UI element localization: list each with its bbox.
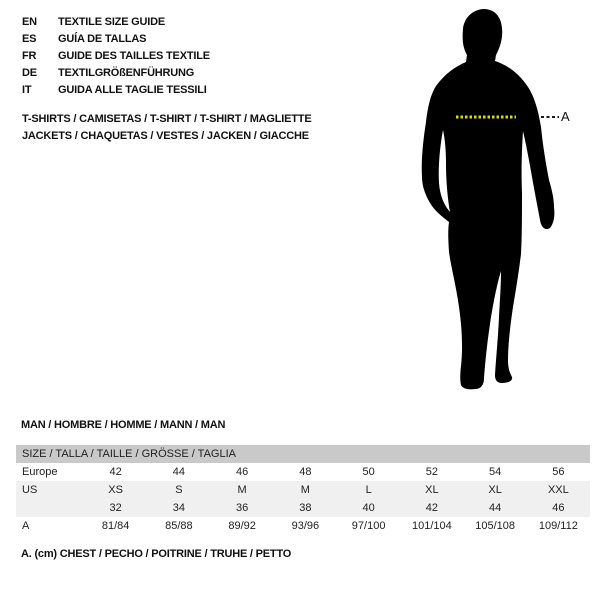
table-cell: 48 — [299, 466, 312, 478]
table-cell: 42 — [425, 502, 438, 514]
language-title: GUIDE DES TAILLES TEXTILE — [58, 50, 210, 62]
table-cell: 44 — [489, 502, 502, 514]
language-code: IT — [22, 84, 32, 96]
table-cell: 32 — [109, 502, 122, 514]
table-cell: M — [300, 484, 310, 496]
table-cell: 52 — [425, 466, 438, 478]
table-cell: 93/96 — [291, 520, 320, 532]
category-line-jackets: JACKETS / CHAQUETAS / VESTES / JACKEN / GIACCHE — [22, 130, 309, 142]
size-table — [16, 445, 590, 535]
language-code: EN — [22, 16, 37, 28]
row-label — [16, 499, 84, 517]
language-title: TEXTILGRÖßENFÜHRUNG — [58, 67, 195, 79]
row-label: A — [22, 520, 30, 532]
table-cell: 54 — [489, 466, 502, 478]
language-title: GUÍA DE TALLAS — [58, 33, 147, 45]
table-cell: 40 — [362, 502, 375, 514]
language-title: TEXTILE SIZE GUIDE — [58, 16, 166, 28]
table-cell: 38 — [299, 502, 312, 514]
language-row — [22, 14, 210, 31]
category-line-tshirts: T-SHIRTS / CAMISETAS / T-SHIRT / T-SHIRT / MAGLIETTE — [22, 113, 312, 125]
table-row — [16, 463, 590, 481]
language-list — [22, 14, 210, 99]
language-title: GUIDA ALLE TAGLIE TESSILI — [58, 84, 207, 96]
man-silhouette-body — [422, 9, 555, 389]
measure-line-extension — [541, 116, 559, 118]
measure-label-a: A — [561, 109, 570, 124]
table-cell: M — [237, 484, 247, 496]
chest-footnote: A. (cm) CHEST / PECHO / POITRINE / TRUHE / PETTO — [21, 548, 292, 560]
language-row — [22, 31, 210, 48]
table-row — [16, 517, 590, 535]
table-cell: 105/108 — [475, 520, 515, 532]
table-cell: 56 — [552, 466, 565, 478]
table-cell: 101/104 — [411, 520, 452, 532]
table-cell: 50 — [362, 466, 375, 478]
table-cell: XS — [108, 484, 123, 496]
language-code: DE — [22, 67, 37, 79]
row-label: US — [22, 484, 38, 496]
table-cell: 85/88 — [165, 520, 193, 532]
language-code: ES — [22, 33, 37, 45]
language-row — [22, 65, 210, 82]
table-cell: 36 — [236, 502, 249, 514]
man-silhouette — [418, 8, 563, 390]
table-row — [16, 481, 590, 499]
table-cell: 81/84 — [101, 520, 130, 532]
table-cell: S — [175, 484, 183, 496]
table-row — [16, 499, 590, 517]
size-table-body — [16, 463, 590, 535]
size-table-header: SIZE / TALLA / TAILLE / GRÖSSE / TAGLIA — [16, 445, 590, 463]
language-code: FR — [22, 50, 37, 62]
table-cell: 109/112 — [538, 520, 578, 532]
table-cell: 89/92 — [228, 520, 256, 532]
table-cell: 42 — [109, 466, 122, 478]
table-cell: 97/100 — [351, 520, 386, 532]
row-label: Europe — [22, 466, 58, 478]
table-cell: L — [365, 484, 372, 496]
category-list — [22, 111, 311, 145]
table-cell: XXL — [547, 484, 569, 496]
language-row — [22, 82, 210, 99]
table-cell: XL — [488, 484, 502, 496]
table-cell: XL — [425, 484, 439, 496]
language-row — [22, 48, 210, 65]
section-title-man: MAN / HOMBRE / HOMME / MANN / MAN — [21, 419, 226, 431]
table-cell: 46 — [552, 502, 565, 514]
table-cell: 44 — [172, 466, 185, 478]
table-cell: 34 — [172, 502, 185, 514]
table-cell: 46 — [236, 466, 249, 478]
